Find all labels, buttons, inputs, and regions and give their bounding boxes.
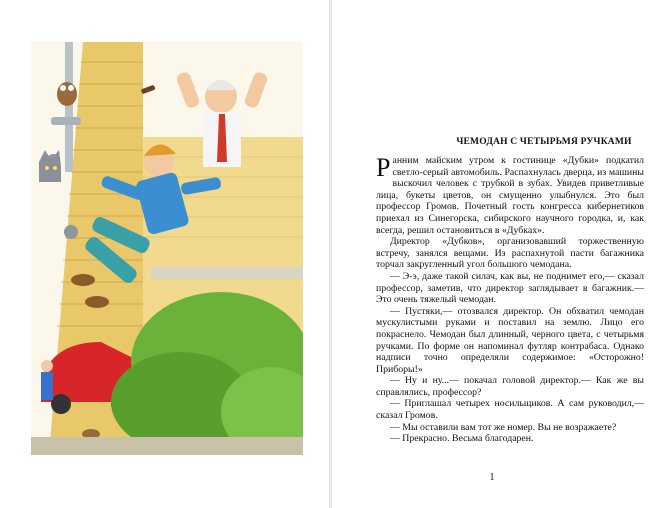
paragraph: — Пустяки,— отозвался директор. Он обхватил чемодан мускулистыми руками и поставил на землю. Лицо его покраснело. Чемодан был длинный, черного цвета, с четырьмя ручками. По форме он напоминал футляр контрабаса. Однако надписи точно определяли содержимое: «Осторожно! Приборы!» <box>376 305 644 375</box>
paragraph: Ранним майским утром к гостинице «Дубки» подкатил светло-серый автомобиль. Распахнулась дверца, из машины выскочил человек с трубкой в зубах. Увидев приветливые лица, букеты цветов, он смущенно улыбнулся. Это был профессор Громов. Почетный гость конгресса кибернетиков приехал из Синегорска, сибирского научного городка, и, как всегда, решил остановиться в «Дубках». <box>376 153 644 236</box>
paragraph: — Приглашал четырех носильщиков. А сам руководил,— сказал Громов. <box>376 398 644 422</box>
book-illustration <box>31 42 303 455</box>
chapter-title: ЧЕМОДАН С ЧЕТЫРЬМЯ РУЧКАМИ <box>456 137 632 147</box>
drop-cap: Р <box>376 153 391 182</box>
left-page <box>0 0 329 508</box>
page-number: 1 <box>489 472 495 483</box>
right-page <box>332 0 661 508</box>
paragraph: — Прекрасно. Весьма благодарен. <box>390 433 534 445</box>
paragraph: — Мы оставили вам тот же номер. Вы не возражаете? <box>390 421 617 433</box>
paragraph: — Э-э, даже такой силач, как вы, не поднимет его,— сказал профессор, заметив, что директор заглядывает в багажник.— Это очень тяжелый чемодан. <box>376 270 644 306</box>
body-text <box>376 155 644 445</box>
paragraph: — Ну и ну...— покачал головой директор.— Как же вы справлялись, профессор? <box>376 375 644 398</box>
paragraph: Директор «Дубков», организовавший торжественную встречу, занялся вещами. Из распахнутой пасти багажника торчал закругленный угол большого чемодана. <box>376 236 644 271</box>
